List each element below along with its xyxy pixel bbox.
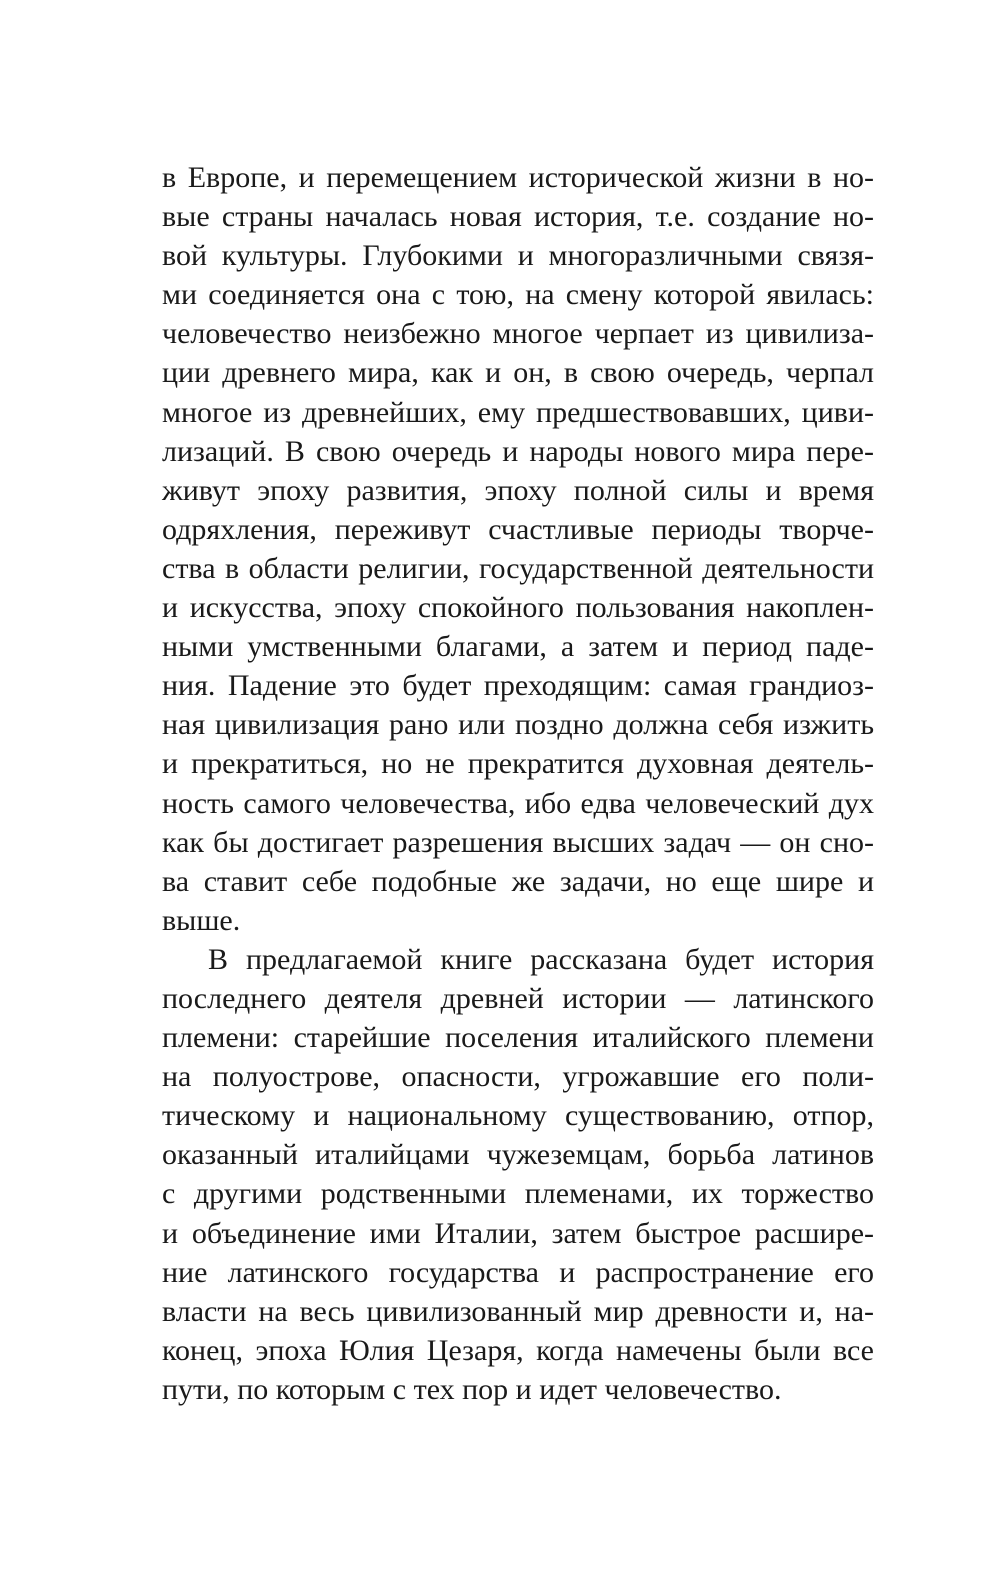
text-line: оказанный италийцами чужеземцам, борьба латинов [162,1138,874,1172]
paragraph-2 [162,940,874,1409]
text-line: живут эпоху развития, эпоху полной силы и время [162,473,874,507]
text-line: ние латинского государства и распространение его [162,1255,874,1289]
text-line: в Европе, и перемещением исторической жизни в но- [162,161,874,194]
text-line: власти на весь цивилизованный мир древности и, на- [162,1294,874,1328]
text-line: с другими родственными племенами, их торжество [162,1177,874,1211]
text-line: человечество неизбежно многое черпает из цивилиза- [162,317,874,351]
text-line: конец, эпоха Юлия Цезаря, когда намечены были все [162,1333,874,1367]
text-line: вой культуры. Глубокими и многоразличными связя- [162,239,874,273]
text-line: ва ставит себе подобные же задачи, но еще шире и [162,864,874,898]
body-text [162,158,874,1409]
text-line: многое из древнейших, ему предшествовавших, циви- [162,395,874,429]
text-line: ная цивилизация рано или поздно должна себя изжить [162,708,874,742]
text-line: племени: старейшие поселения италийского племени [162,1021,874,1055]
text-line: и прекратиться, но не прекратится духовная деятель- [162,747,874,781]
paragraph-1 [162,158,874,940]
text-line: на полуострове, опасности, угрожавшие его поли- [162,1060,874,1094]
text-line: ния. Падение это будет преходящим: самая грандиоз- [162,669,874,703]
text-line: ции древнего мира, как и он, в свою очередь, черпал [162,356,874,390]
text-line: ства в области религии, государственной деятельности [162,551,874,585]
text-line: лизаций. В свою очередь и народы нового мира пере- [162,434,874,468]
text-line: одряхления, переживут счастливые периоды творче- [162,512,874,546]
text-line: ность самого человечества, ибо едва человеческий дух [162,786,874,820]
text-line: и объединение ими Италии, затем быстрое расшире- [162,1216,874,1250]
text-line: В предлагаемой книге рассказана будет история [208,942,874,976]
text-line: пути, по которым с тех пор и идет человечество. [162,1372,782,1406]
text-line: как бы достигает разрешения высших задач — он сно- [162,825,874,859]
text-line: последнего деятеля древней истории — латинского [162,981,874,1015]
text-line: вые страны началась новая история, т.е. создание но- [162,200,874,234]
text-line: ми соединяется она с тою, на смену которой явилась: [162,278,874,312]
text-line: ными умственными благами, а затем и период паде- [162,630,874,664]
text-line: выше. [162,903,241,937]
text-line: тическому и национальному существованию, отпор, [162,1099,874,1133]
text-line: и искусства, эпоху спокойного пользования накоплен- [162,591,874,625]
